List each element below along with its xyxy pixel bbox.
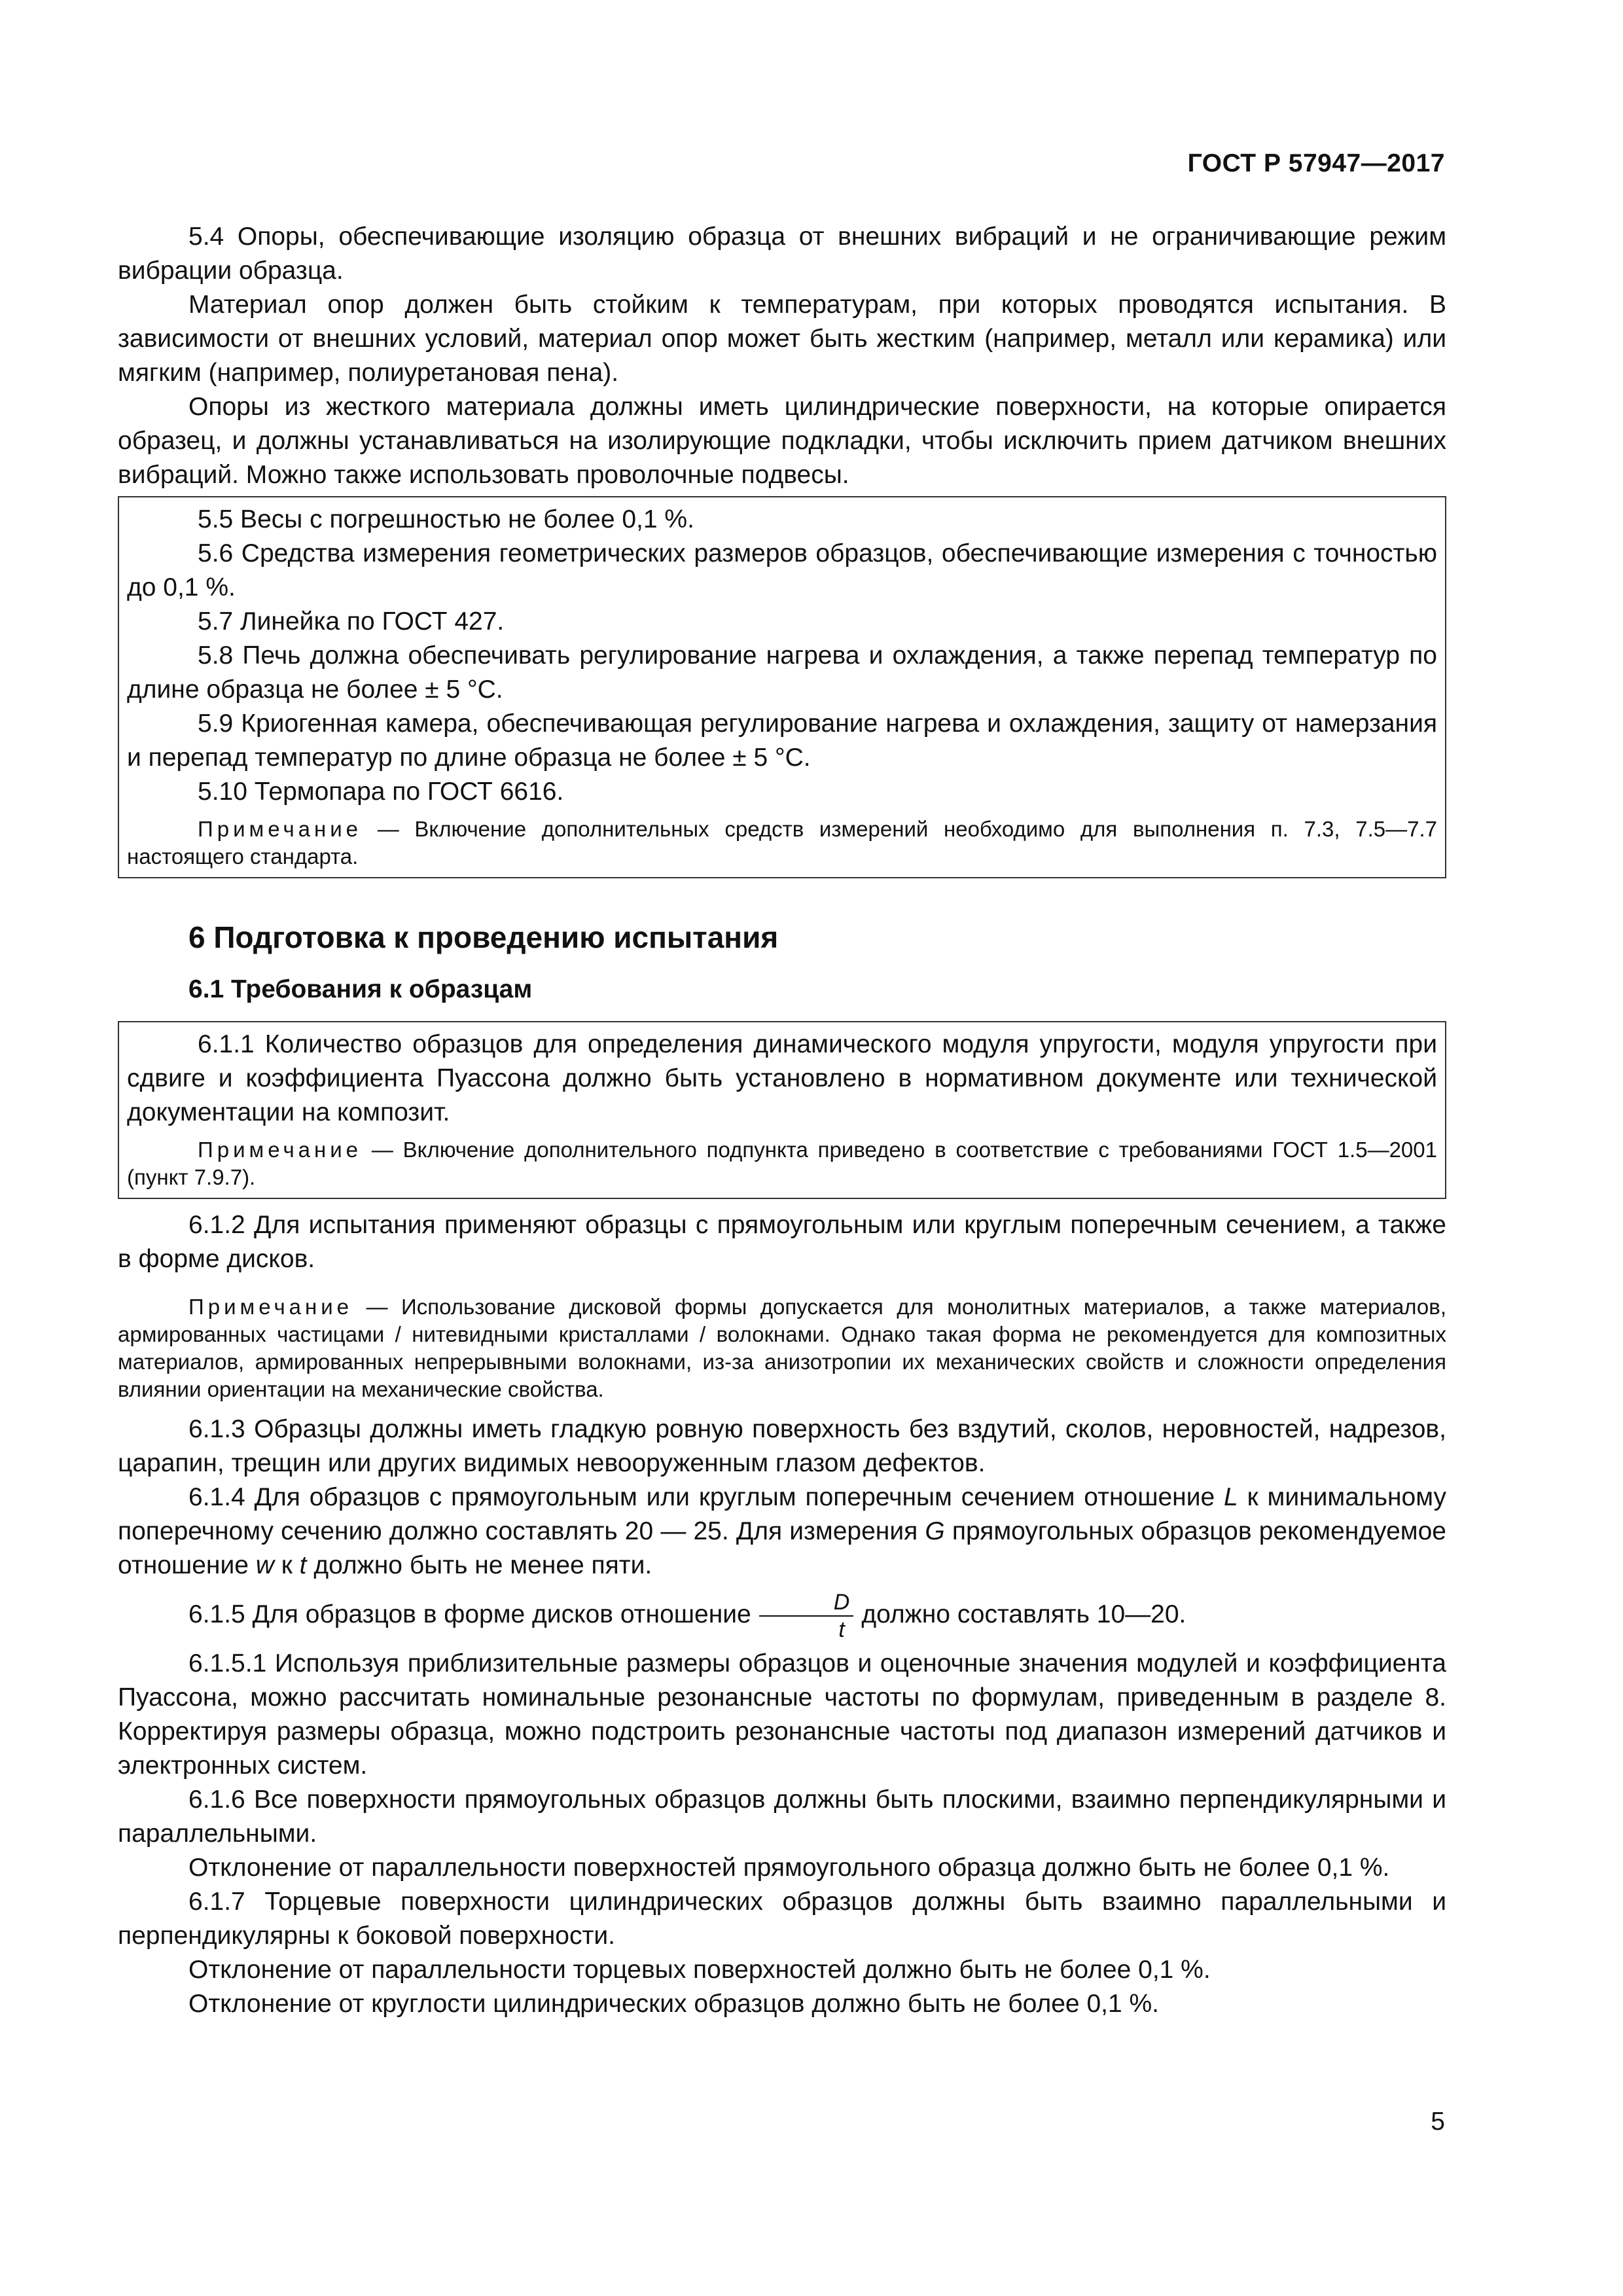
note-label: Примечание: [198, 1138, 363, 1162]
paragraph-5-9: 5.9 Криогенная камера, обеспечивающая регулирование нагрева и охлаждения, защиту от намерзания и перепад температур по длине образца не более ± 5 °С.: [127, 709, 1437, 772]
paragraph-5-8: 5.8 Печь должна обеспечивать регулирование нагрева и охлаждения, а также перепад температур по длине образца не более ± 5 °С.: [127, 641, 1437, 704]
paragraph-5-10: 5.10 Термопара по ГОСТ 6616.: [198, 778, 564, 806]
paragraph-6-1-5: 6.1.5 Для образцов в форме дисков отношение $\frac{D}{t}$ должно составлять 10—20.: [188, 1589, 1186, 1642]
note-6-1-2: [118, 1293, 1446, 1403]
page-content: [118, 220, 1446, 2021]
section-6-title: 6 Подготовка к проведению испытания: [188, 920, 779, 954]
paragraph-6-1-6: 6.1.6 Все поверхности прямоугольных образцов должны быть плоскими, взаимно перпендикулярными и параллельными.: [118, 1785, 1446, 1848]
page-number: 5: [1431, 2108, 1445, 2136]
paragraph-6-1-7: 6.1.7 Торцевые поверхности цилиндрических образцов должны быть взаимно параллельными и перпендикулярны к боковой поверхности.: [118, 1888, 1446, 1950]
note-5: [127, 816, 1437, 870]
paragraph-6-1-3: 6.1.3 Образцы должны иметь гладкую ровную поверхность без вздутий, сколов, неровностей, надрезов, царапин, трещин или других видимых невооруженным глазом дефектов.: [118, 1415, 1446, 1477]
fraction-d-over-t: $\frac{D}{t}$: [759, 1589, 854, 1643]
document-code-header: ГОСТ Р 57947—2017: [1187, 149, 1445, 177]
paragraph-6-1-2: 6.1.2 Для испытания применяют образцы с прямоугольным или круглым поперечным сечением, а также в форме дисков.: [118, 1211, 1446, 1273]
note-text: — Включение дополнительных средств измерений необходимо для выполнения п. 7.3, 7.5—7.7 настоящего стандарта.: [127, 817, 1437, 869]
note-label: Примечание: [198, 817, 363, 841]
paragraph-5-4-material: Материал опор должен быть стойким к температурам, при которых проводятся испытания. В зависимости от внешних условий, материал опор может быть жестким (например, металл или керамика) или мягким (например, полиуретановая пена).: [118, 291, 1446, 387]
framed-block-5: [118, 496, 1446, 878]
paragraph-6-1-6-deviation: Отклонение от параллельности поверхностей прямоугольного образца должно быть не более 0,1 %.: [188, 1854, 1390, 1882]
note-text: — Включение дополнительного подпункта приведено в соответствие с требованиями ГОСТ 1.5—2001 (пункт 7.9.7).: [127, 1138, 1437, 1189]
paragraph-6-1-5-1: 6.1.5.1 Используя приблизительные размеры образцов и оценочные значения модулей и коэффициента Пуассона, можно рассчитать номинальные резонансные частоты по формулам, приведенным в разделе 8. Корректируя размеры образца, можно подстроить резонансные частоты под диапазон измерений датчиков и электронных систем.: [118, 1649, 1446, 1780]
paragraph-6-1-7-deviation: Отклонение от параллельности торцевых поверхностей должно быть не более 0,1 %.: [188, 1956, 1211, 1984]
subsection-6-1-title: 6.1 Требования к образцам: [188, 975, 533, 1003]
note-6-1-1: [127, 1136, 1437, 1191]
note-label: Примечание: [188, 1295, 353, 1319]
paragraph-5-6: 5.6 Средства измерения геометрических размеров образцов, обеспечивающие измерения с точностью до 0,1 %.: [127, 539, 1437, 601]
paragraph-5-4: 5.4 Опоры, обеспечивающие изоляцию образца от внешних вибраций и не ограничивающие режим вибрации образца.: [118, 223, 1446, 285]
paragraph-5-4-supports: Опоры из жесткого материала должны иметь цилиндрические поверхности, на которые опирается образец, и должны устанавливаться на изолирующие подкладки, чтобы исключить прием датчиком внешних вибраций. Можно также использовать проволочные подвесы.: [118, 393, 1446, 489]
paragraph-6-1-1: 6.1.1 Количество образцов для определения динамического модуля упругости, модуля упругости при сдвиге и коэффициента Пуассона должно быть установлено в нормативном документе или технической документации на композит.: [127, 1030, 1437, 1126]
paragraph-5-5: 5.5 Весы с погрешностью не более 0,1 %.: [198, 505, 694, 533]
framed-block-6-1-1: [118, 1021, 1446, 1199]
note-text: — Использование дисковой формы допускается для монолитных материалов, а также материалов, армированных частицами / нитевидными кристаллами / волокнами. Однако такая форма не рекомендуется для композитных материалов, армированных непрерывными волокнами, из-за анизотропии их механических свойств и сложности определения влиянии ориентации на механические свойства.: [118, 1295, 1446, 1401]
paragraph-6-1-4: 6.1.4 Для образцов с прямоугольным или круглым поперечным сечением отношение L к минимальному поперечному сечению должно составлять 20 — 25. Для измерения G прямоугольных образцов рекомендуемое отношение w к t должно быть не менее пяти.: [118, 1483, 1447, 1579]
paragraph-6-1-7-roundness: Отклонение от круглости цилиндрических образцов должно быть не более 0,1 %.: [188, 1990, 1160, 2018]
paragraph-5-7: 5.7 Линейка по ГОСТ 427.: [198, 607, 505, 636]
